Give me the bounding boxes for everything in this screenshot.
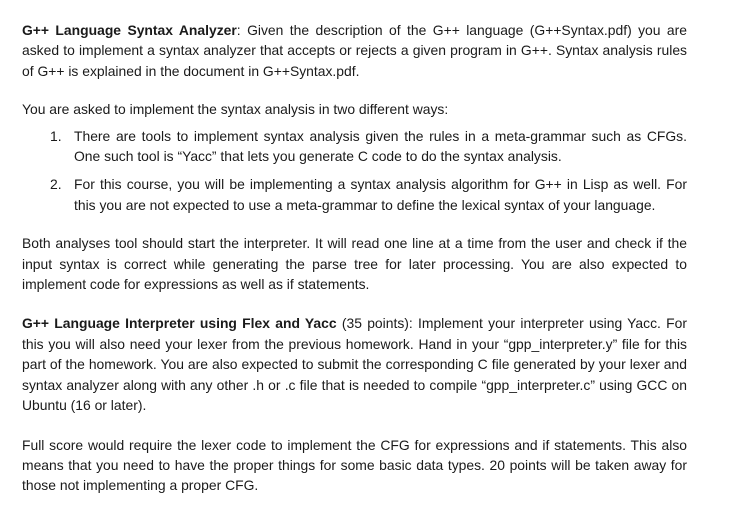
- list-item-text: There are tools to implement syntax analysis given the rules in a meta-grammar such as CFGs. One such tool is “Yacc” that lets you generate C code to do the syntax analysis.: [74, 127, 687, 165]
- list-item: [22, 126, 687, 167]
- syntax-analyzer-heading: G++ Language Syntax Analyzer: [22, 22, 237, 38]
- full-score-paragraph: Full score would require the lexer code to implement the CFG for expressions and if statements. This also means that you need to have the proper things for some basic data types. 20 points will be taken away for those not implementing a proper CFG.: [22, 436, 687, 494]
- interpreter-text: (35 points): Implement your interpreter using Yacc. For this you will also need your lexer from the previous homework. Hand in your “gpp_interpreter.y” file for this part of the homework. You are also expected to submit the corresponding C file generated by your lexer and syntax analyzer along with any other .h or .c file that is needed to compile “gpp_interpreter.c” using GCC on Ubuntu (16 or later).: [22, 315, 687, 414]
- list-item: [22, 174, 687, 215]
- list-item-number: 1.: [50, 127, 62, 144]
- both-analyses-paragraph: Both analyses tool should start the interpreter. It will read one line at a time from the user and check if the input syntax is correct while generating the parse tree for later processing. You are also expected to implement code for expressions as well as if statements.: [22, 235, 687, 293]
- interpreter-heading: G++ Language Interpreter using Flex and Yacc: [22, 315, 337, 332]
- syntax-analyzer-paragraph: [22, 20, 687, 81]
- syntax-analyzer-text: : Given the description of the G++ language (G++Syntax.pdf) you are asked to implement a syntax analyzer that accepts or rejects a given program in G++. Syntax analysis rules of G++ is explained in the document in G++Syntax.pdf.: [22, 22, 687, 79]
- intro-paragraph: You are asked to implement the syntax analysis in two different ways:: [22, 101, 449, 118]
- ways-list: [22, 126, 687, 216]
- list-item-number: 2.: [50, 176, 62, 193]
- interpreter-paragraph: [22, 313, 687, 415]
- list-item-text: For this course, you will be implementing a syntax analysis algorithm for G++ in Lisp as well. For this you are not expected to use a meta-grammar to define the lexical syntax of your language.: [74, 176, 687, 213]
